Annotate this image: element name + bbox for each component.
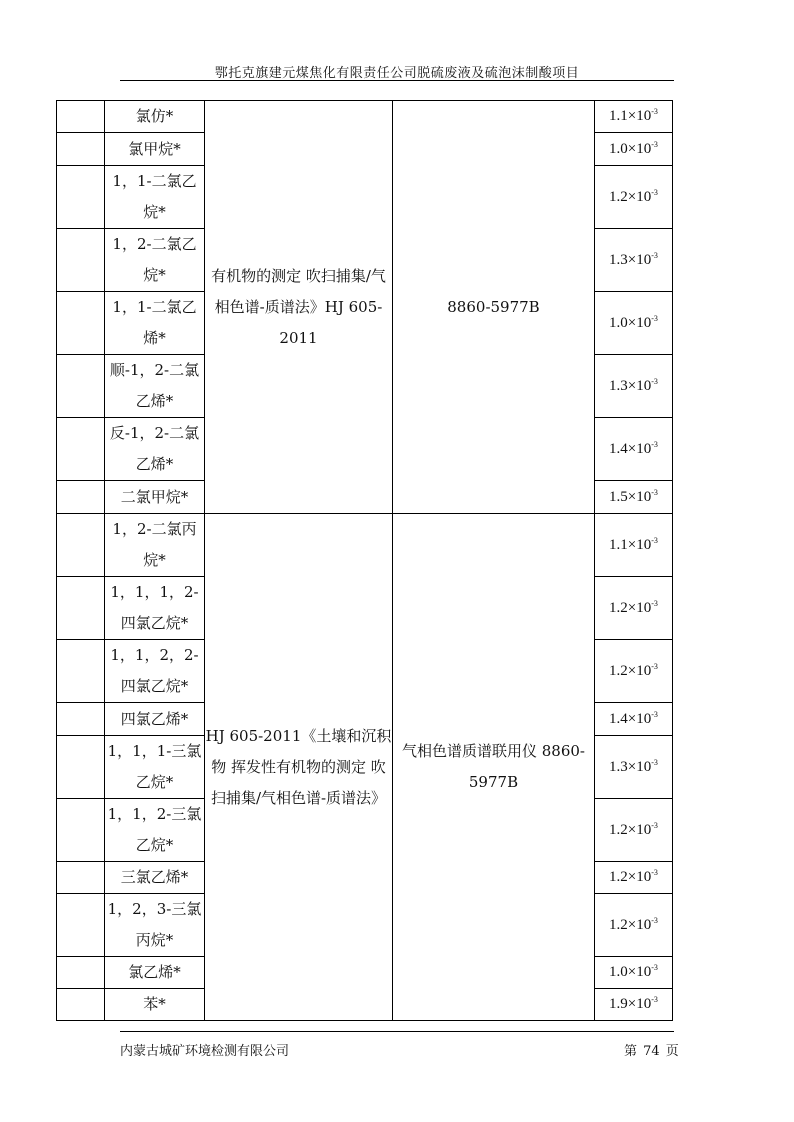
blank-cell xyxy=(57,640,105,703)
compound-name-cell: 1，1，1-三氯乙烷* xyxy=(105,736,205,799)
detection-limit-base: 1.2×10 xyxy=(609,869,652,885)
detection-limit-exponent: -3 xyxy=(651,820,658,830)
detection-limit-base: 1.0×10 xyxy=(609,140,652,157)
detection-limit-cell xyxy=(595,703,673,736)
table-row xyxy=(57,514,673,577)
blank-cell xyxy=(57,862,105,894)
blank-cell xyxy=(57,577,105,640)
compound-name-cell: 顺-1，2-二氯乙烯* xyxy=(105,355,205,418)
detection-limit-base: 1.0×10 xyxy=(609,314,652,331)
compound-name-cell: 1，1，2-三氯乙烷* xyxy=(105,799,205,862)
method-cell: 有机物的测定 吹扫捕集/气相色谱-质谱法》HJ 605-2011 xyxy=(205,101,393,514)
detection-limit-exponent: -3 xyxy=(651,250,658,260)
footer-company: 内蒙古城矿环境检测有限公司 xyxy=(120,1044,290,1059)
blank-cell xyxy=(57,736,105,799)
blank-cell xyxy=(57,799,105,862)
blank-cell xyxy=(57,292,105,355)
detection-limit-exponent: -3 xyxy=(651,915,658,925)
detection-limit-exponent: -3 xyxy=(651,107,658,116)
detection-limit-exponent: -3 xyxy=(651,187,658,197)
table-body xyxy=(57,101,673,1021)
document-header-title: 鄂托克旗建元煤焦化有限责任公司脱硫废液及硫泡沫制酸项目 xyxy=(214,66,580,81)
detection-limit-exponent: -3 xyxy=(651,313,658,323)
detection-limit-base: 1.9×10 xyxy=(609,996,652,1012)
footer-rule xyxy=(120,1031,674,1032)
detection-limit-base: 1.2×10 xyxy=(609,821,652,838)
detection-limit-cell xyxy=(595,355,673,418)
detection-limit-exponent: -3 xyxy=(651,661,658,671)
detection-limit-cell xyxy=(595,894,673,957)
detection-limit-base: 1.2×10 xyxy=(609,916,652,933)
detection-limit-cell xyxy=(595,133,673,166)
detection-limit-cell xyxy=(595,957,673,989)
detection-limit-base: 1.3×10 xyxy=(609,377,652,394)
detection-limit-cell xyxy=(595,229,673,292)
detection-limit-exponent: -3 xyxy=(651,709,658,719)
compound-name-cell: 二氯甲烷* xyxy=(105,481,205,514)
detection-limit-cell xyxy=(595,736,673,799)
detection-limit-base: 1.1×10 xyxy=(609,108,652,124)
compound-name-cell: 1，1，2，2-四氯乙烷* xyxy=(105,640,205,703)
detection-limit-base: 1.2×10 xyxy=(609,599,652,616)
table-row xyxy=(57,101,673,133)
detection-limit-base: 1.4×10 xyxy=(609,440,652,457)
compound-name-cell: 反-1，2-二氯乙烯* xyxy=(105,418,205,481)
blank-cell xyxy=(57,481,105,514)
compound-name-cell: 苯* xyxy=(105,989,205,1021)
detection-limit-exponent: -3 xyxy=(651,757,658,767)
detection-limit-exponent: -3 xyxy=(651,439,658,449)
compound-name-cell: 1，1-二氯乙烷* xyxy=(105,166,205,229)
detection-limit-base: 1.1×10 xyxy=(609,536,652,553)
detection-limit-exponent: -3 xyxy=(651,995,658,1004)
detection-limit-exponent: -3 xyxy=(651,598,658,608)
detection-limit-cell xyxy=(595,101,673,133)
detection-limit-exponent: -3 xyxy=(651,963,658,972)
detection-limit-cell xyxy=(595,418,673,481)
detection-limit-base: 1.2×10 xyxy=(609,188,652,205)
blank-cell xyxy=(57,355,105,418)
detection-limit-base: 1.2×10 xyxy=(609,662,652,679)
compound-name-cell: 1，2，3-三氯丙烷* xyxy=(105,894,205,957)
detection-limit-cell xyxy=(595,989,673,1021)
detection-limit-exponent: -3 xyxy=(651,868,658,877)
detection-limit-cell xyxy=(595,514,673,577)
footer-page-number: 第 74 页 xyxy=(624,1044,679,1059)
blank-cell xyxy=(57,514,105,577)
blank-cell xyxy=(57,166,105,229)
detection-limit-table xyxy=(56,100,673,1021)
detection-limit-base: 1.3×10 xyxy=(609,758,652,775)
instrument-cell: 气相色谱质谱联用仪 8860-5977B xyxy=(393,514,595,1021)
blank-cell xyxy=(57,101,105,133)
blank-cell xyxy=(57,133,105,166)
detection-limit-cell xyxy=(595,481,673,514)
compound-name-cell: 1，1，1，2-四氯乙烷* xyxy=(105,577,205,640)
detection-limit-base: 1.3×10 xyxy=(609,251,652,268)
compound-name-cell: 四氯乙烯* xyxy=(105,703,205,736)
detection-limit-exponent: -3 xyxy=(651,139,658,149)
detection-limit-base: 1.0×10 xyxy=(609,964,652,980)
compound-name-cell: 氯甲烷* xyxy=(105,133,205,166)
detection-limit-exponent: -3 xyxy=(651,535,658,545)
detection-limit-base: 1.4×10 xyxy=(609,710,652,727)
blank-cell xyxy=(57,229,105,292)
compound-name-cell: 1，2-二氯丙烷* xyxy=(105,514,205,577)
blank-cell xyxy=(57,894,105,957)
compound-name-cell: 氯乙烯* xyxy=(105,957,205,989)
detection-limit-cell xyxy=(595,799,673,862)
compound-name-cell: 1，1-二氯乙烯* xyxy=(105,292,205,355)
detection-limit-base: 1.5×10 xyxy=(609,488,652,505)
detection-limit-cell xyxy=(595,292,673,355)
compound-name-cell: 三氯乙烯* xyxy=(105,862,205,894)
detection-limit-cell xyxy=(595,166,673,229)
blank-cell xyxy=(57,703,105,736)
detection-limit-cell xyxy=(595,862,673,894)
method-cell: HJ 605-2011《土壤和沉积物 挥发性有机物的测定 吹扫捕集/气相色谱-质谱法》 xyxy=(205,514,393,1021)
detection-limit-exponent: -3 xyxy=(651,376,658,386)
compound-name-cell: 1，2-二氯乙烷* xyxy=(105,229,205,292)
blank-cell xyxy=(57,989,105,1021)
instrument-cell: 8860-5977B xyxy=(393,101,595,514)
detection-limit-cell xyxy=(595,640,673,703)
blank-cell xyxy=(57,957,105,989)
header-rule xyxy=(120,80,674,81)
compound-name-cell: 氯仿* xyxy=(105,101,205,133)
detection-limit-exponent: -3 xyxy=(651,487,658,497)
detection-limit-cell xyxy=(595,577,673,640)
blank-cell xyxy=(57,418,105,481)
